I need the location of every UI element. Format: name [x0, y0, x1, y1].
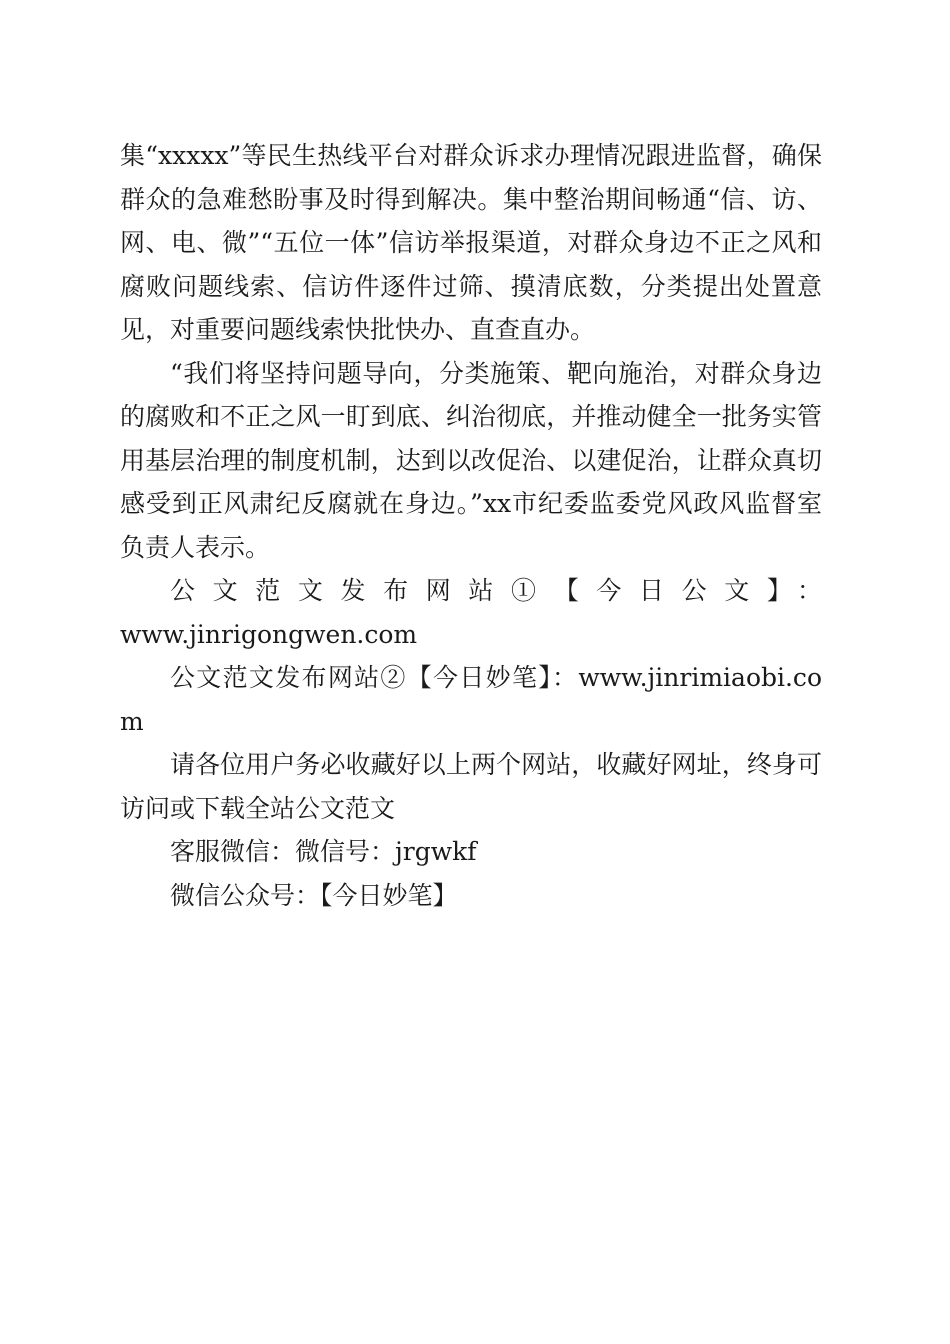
body-paragraph-1: 集“xxxxx”等民生热线平台对群众诉求办理情况跟进监督，确保群众的急难愁盼事及时得到解决。集中整治期间畅通“信、访、网、电、微”“五位一体”信访举报渠道，对群众身边不正之风和腐败问题线索、信访件逐件过筛、摸清底数，分类提出处置意见，对重要问题线索快批快办、直查直办。 [120, 141, 822, 344]
wechat-service-line: 客服微信：微信号：jrgwkf [170, 837, 477, 866]
site2-line: 公文范文发布网站②【今日妙笔】：www.jinrimiaobi.com [120, 663, 822, 736]
site1-label: 公文范文发布网站①【今日公文】： [170, 576, 822, 605]
wechat-account-line: 微信公众号：【今日妙笔】 [170, 880, 458, 910]
site1-url: www.jinrigongwen.com [120, 619, 418, 649]
body-paragraph-2: “我们将坚持问题导向，分类施策、靶向施治，对群众身边的腐败和不正之风一盯到底、纠治彻底，并推动健全一批务实管用基层治理的制度机制，达到以改促治、以建促治，让群众真切感受到正风肃纪反腐就在身边。”xx市纪委监委党风政风监督室负责人表示。 [120, 358, 822, 562]
document-body [120, 134, 822, 917]
bookmark-reminder: 请各位用户务必收藏好以上两个网站，收藏好网址，终身可访问或下载全站公文范文 [120, 750, 822, 823]
